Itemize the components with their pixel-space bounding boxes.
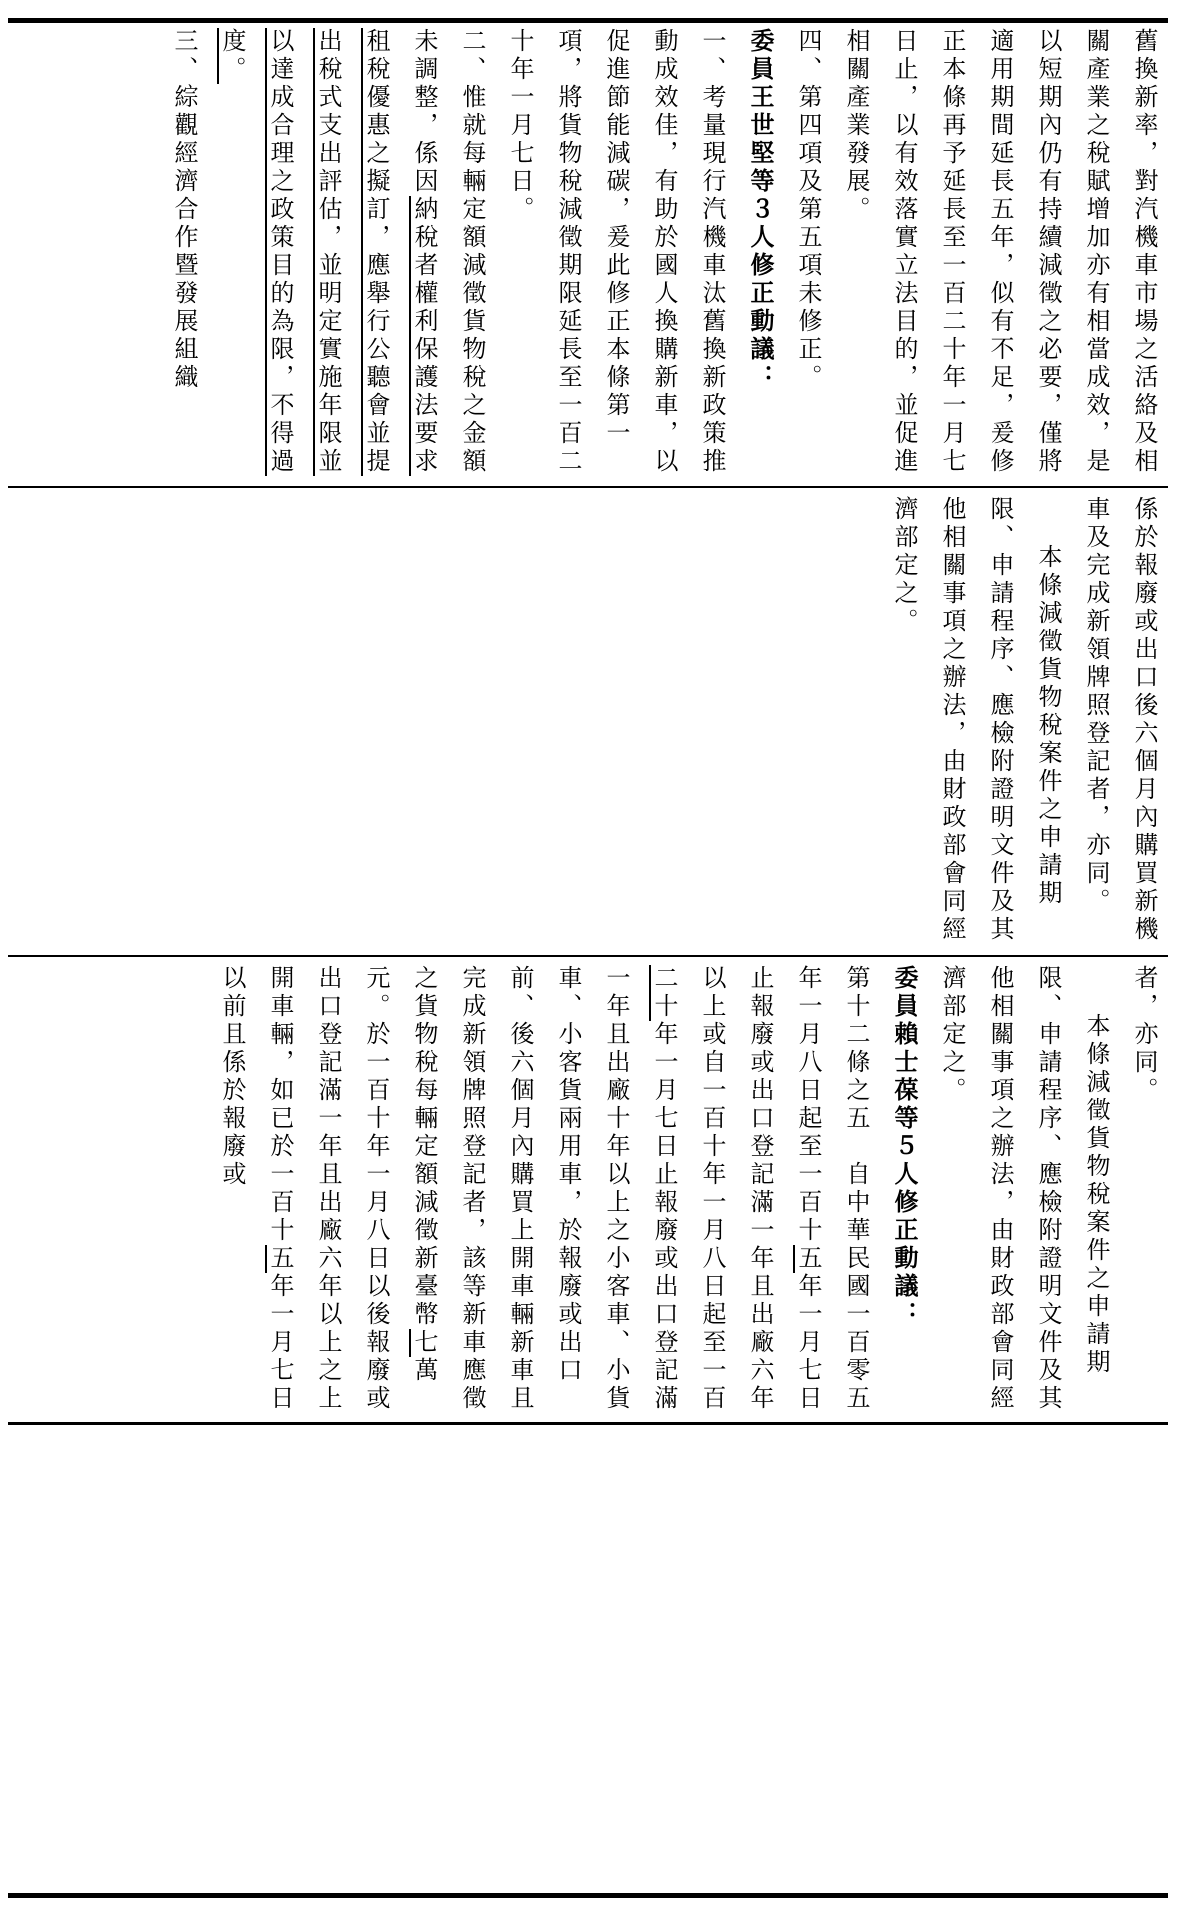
column-current-law-middle (8, 496, 1168, 948)
bottom-rule (8, 1893, 1168, 1898)
article-underlined: 五 (794, 1245, 822, 1273)
column-amendment-left (8, 965, 1168, 1417)
article-underlined: 七 (410, 1329, 438, 1357)
paragraph-item-four: 四、第四項及第五項未修正。 (794, 28, 822, 392)
row-divider-1 (8, 486, 1168, 488)
paragraph-continuation: 舊換新率，對汽機車市場之活絡及相關產業之稅賦增加亦有相當成效，是以短期內仍有持續減徵之必要，僅將適用期間延長五年，似有不足，爰修正本條再予延長至一百二十年一月七日止，以有效落實立法目的，並促進相關產業發展。 (842, 28, 1158, 476)
paragraph-regulation: 本條減徵貨物稅案件之申請期限、申請程序、應檢附證明文件及其他相關事項之辦法，由財政部會同經濟部定之。 (938, 965, 1110, 1413)
paragraph-regulation: 本條減徵貨物稅案件之申請期限、申請程序、應檢附證明文件及其他相關事項之辦法，由財政部會同經濟部定之。 (890, 496, 1062, 944)
article-text-part: 年一月七日止報廢或出口登記滿一年且出廠六年以上或自一百十年一月八日起至一百 (698, 965, 822, 1413)
row-divider-2 (8, 955, 1168, 957)
paragraph-item-three: 三、綜觀經濟合作暨發展組織 (170, 28, 198, 392)
article-underlined: 五 (266, 1245, 294, 1273)
article-text-part: 萬元。於一百十年一月八日以後報廢或出口登記滿一年且出廠六年以上之上開車輛，如已於一百十 (266, 965, 438, 1413)
article-underlined: 二十 (650, 965, 678, 1021)
article-text-part: 第十二條之五 自中華民國一百零五年一月八日起至一百十 (794, 965, 870, 1413)
article-text-part: 年一月七日以前且係於報廢或 (218, 965, 294, 1413)
article-12-5-text (208, 965, 880, 1417)
paragraph-item-two (208, 28, 496, 480)
paragraph-item-one: 一、考量現行汽機車汰舊換新政策推動成效佳，有助於國人換購新車，以促進節能減碳，爰此修正本條第一項，將貨物稅減徵期限延長至一百二十年一月七日。 (506, 28, 726, 476)
motion-heading-lai: 委員賴士葆等５人修正動議： (890, 965, 918, 1329)
item-two-underlined: 納稅者權利保護法要求租稅優惠之擬訂，應舉行公聽會並提出稅式支出評估，並明定實施年限並以達成合理之政策目的為限，不得過度。 (218, 28, 438, 476)
article-text-part: 年一月七日止報廢或出口登記滿一年且出廠十年以上之小客車、小貨車、小客貨兩用車，於報廢或出口前、後六個月內購買上開車輛新車且完成新領牌照登記者，該等新車應徵之貨物稅每輛定額減徵新臺幣 (410, 965, 678, 1413)
column-explanation-right (8, 28, 1168, 480)
item-two-text: 二、惟就每輛定額減徵貨物稅之金額未調整，係因 (410, 28, 486, 476)
top-rule (8, 18, 1168, 23)
row-divider-3 (8, 1422, 1168, 1425)
motion-heading-wang: 委員王世堅等３人修正動議： (746, 28, 774, 392)
paragraph-continuation: 者，亦同。 (1130, 965, 1158, 1105)
paragraph-continuation: 係於報廢或出口後六個月內購買新機車及完成新領牌照登記者，亦同。 (1082, 496, 1158, 944)
